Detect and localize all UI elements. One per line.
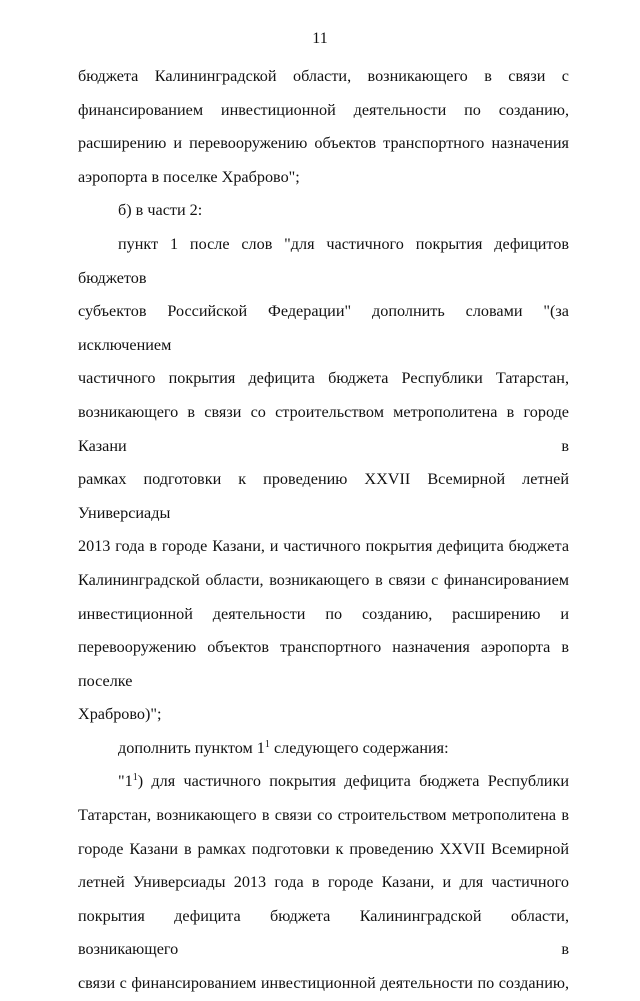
text-fragment: "1 <box>118 772 133 791</box>
text-line: Храброво)"; <box>78 705 162 724</box>
page-number: 11 <box>312 30 328 47</box>
text-line: частичного покрытия дефицита бюджета Республики Татарстан, <box>78 369 569 388</box>
text-line <box>78 732 569 766</box>
superscript: 1 <box>132 772 138 784</box>
text-line: инвестиционной деятельности по созданию, расширению и <box>78 604 569 623</box>
text-fragment: дополнить пунктом 1 <box>118 738 265 757</box>
text-line: покрытия дефицита бюджета Калининградской области, возникающего в <box>78 906 569 959</box>
text-line: рамках подготовки к проведению XXVII Всемирной летней Универсиады <box>78 470 569 522</box>
superscript: 1 <box>264 738 270 750</box>
text-line: Татарстан, возникающего в связи со строительством метрополитена в <box>78 806 569 825</box>
text-line: перевооружению объектов транспортного назначения аэропорта в поселке <box>78 638 569 690</box>
section-heading: б) в части 2: <box>118 201 203 220</box>
text-line: субъектов Российской Федерации" дополнить словами "(за исключением <box>78 302 569 354</box>
text-line: бюджета Калининградской области, возникающего в связи с <box>78 67 569 85</box>
text-fragment: ) для частичного покрытия дефицита бюджета Республики <box>137 772 569 791</box>
text-line <box>78 765 569 799</box>
text-line: расширению и перевооружению объектов транспортного назначения <box>78 134 569 153</box>
text-line: аэропорта в поселке Храброво"; <box>78 167 300 186</box>
text-line: возникающего в связи со строительством метрополитена в городе Казани в <box>78 402 569 455</box>
text-line: Калининградской области, возникающего в связи с финансированием <box>78 570 569 589</box>
text-fragment: следующего содержания: <box>269 738 449 757</box>
text-line: финансированием инвестиционной деятельности по созданию, <box>78 100 569 119</box>
text-line: 2013 года в городе Казани, и частичного покрытия дефицита бюджета <box>78 537 569 556</box>
text-line: летней Универсиады 2013 года в городе Казани, и для частичного <box>78 873 569 892</box>
text-line: связи с финансированием инвестиционной деятельности по созданию, <box>78 974 569 993</box>
text-line: пункт 1 после слов "для частичного покрытия дефицитов бюджетов <box>78 234 569 287</box>
text-line: городе Казани в рамках подготовки к проведению XXVII Всемирной <box>78 839 569 858</box>
document-body <box>78 60 569 1001</box>
